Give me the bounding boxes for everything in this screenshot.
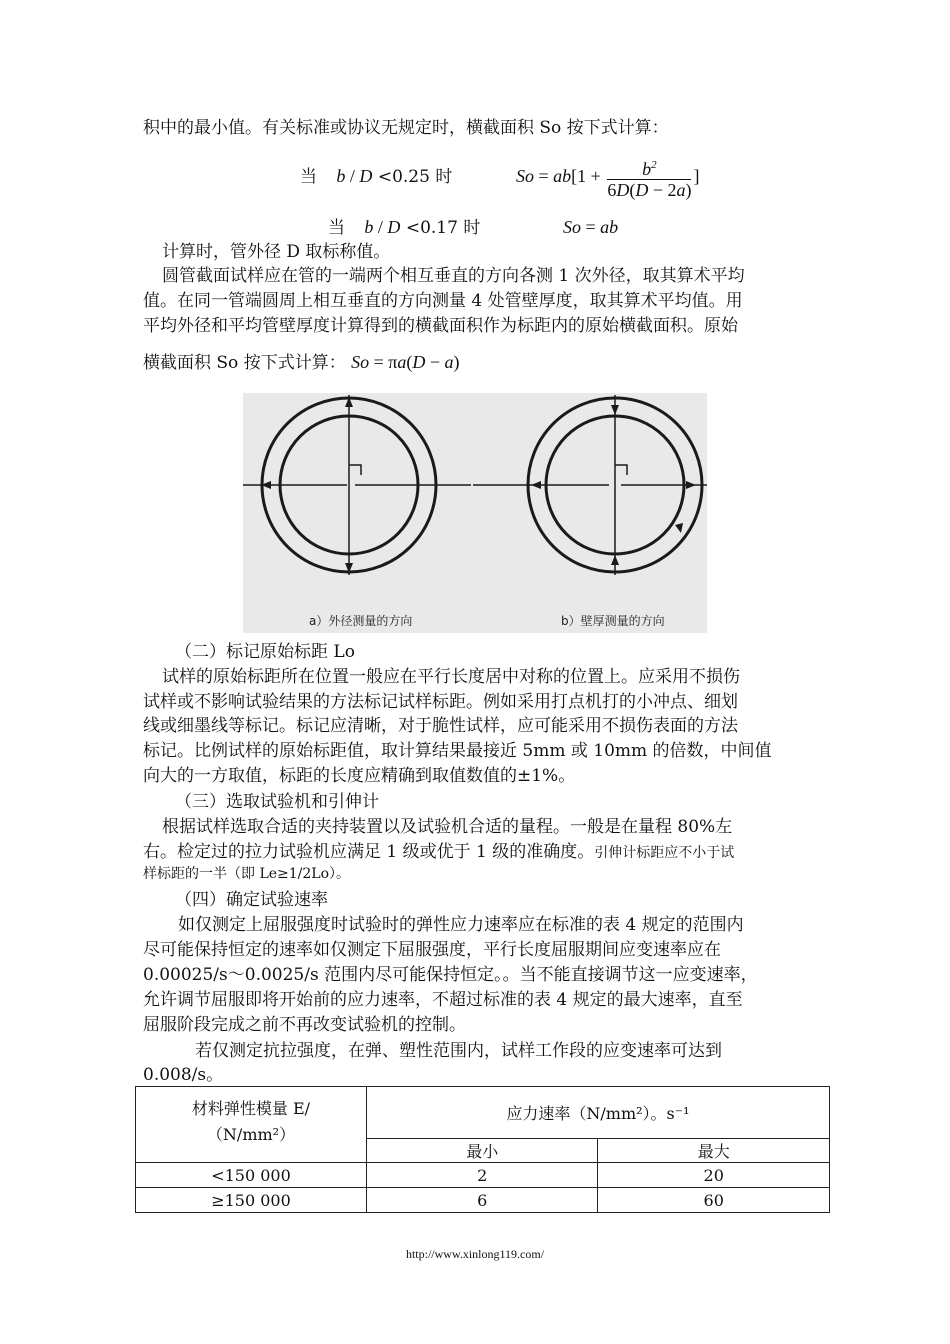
paragraph-line: 向大的一方取值，标距的长度应精确到取值数值的±1%。 <box>143 766 576 786</box>
paragraph-line: 允许调节屈服即将开始前的应力速率，不超过标准的表 4 规定的最大速率，直至 <box>143 990 743 1010</box>
paragraph-line: 平均外径和平均管壁厚度计算得到的横截面积作为标距内的原始横截面积。原始 <box>143 316 738 336</box>
figure-caption-b: b）壁厚测量的方向 <box>561 614 665 628</box>
stress-rate-table <box>135 1086 830 1213</box>
table-cell: 2 <box>367 1163 598 1188</box>
paragraph-line: 尽可能保持恒定的速率如仅测定下屈服强度，平行长度屈服期间应变速率应在 <box>143 940 721 960</box>
table-row <box>136 1163 830 1188</box>
formula-prefix: 当 <box>328 218 345 238</box>
paragraph-line: 试样或不影响试验结果的方法标记试样标距。例如采用打点机打的小冲点、细划 <box>143 692 738 712</box>
paragraph-line: 线或细墨线等标记。标记应清晰，对于脆性试样，应可能采用不损伤表面的方法 <box>143 716 738 736</box>
formula-condition: <0.17 时 <box>405 218 481 238</box>
table-cell: 60 <box>598 1188 830 1213</box>
paragraph-text: 横截面积 So 按下式计算： <box>143 353 346 373</box>
table-cell: 20 <box>598 1163 830 1188</box>
table-row <box>136 1188 830 1213</box>
table-subheader-min: 最小 <box>367 1139 598 1163</box>
paragraph-line: 0.008/s。 <box>143 1065 224 1085</box>
paragraph-line: 试样的原始标距所在位置一般应在平行长度居中对称的位置上。应采用不损伤 <box>162 667 740 687</box>
figure-caption-a: a）外径测量的方向 <box>309 614 413 628</box>
table-cell: ≥150 000 <box>136 1188 367 1213</box>
paragraph-line: 若仅测定抗拉强度，在弹、塑性范围内，试样工作段的应变速率可达到 <box>195 1041 722 1061</box>
formula-2-expression: So = ab <box>563 217 619 237</box>
table-header-modulus <box>136 1087 367 1163</box>
section-heading: （四）确定试验速率 <box>175 890 328 910</box>
paragraph-line: 0.00025/s～0.0025/s 范围内尽可能保持恒定。。当不能直接调节这一应变速率， <box>143 965 758 985</box>
paragraph-line: 横截面积 So 按下式计算： So = πa(D − a) <box>143 352 460 373</box>
formula-2: 当 b / D <0.17 时 <box>328 217 481 238</box>
section-heading: （二）标记原始标距 Lo <box>175 642 355 662</box>
paragraph-line: 屈服阶段完成之前不再改变试验机的控制。 <box>143 1015 466 1035</box>
footer-url: http://www.xinlong119.com/ <box>405 1247 545 1261</box>
table-cell: 6 <box>367 1188 598 1213</box>
paragraph-line: 样标距的一半（即 Le≥1/2Lo）。 <box>143 866 351 882</box>
formula-1: 当 b / D <0.25 时 <box>300 166 453 187</box>
pipe-cross-section-diagram <box>243 393 707 633</box>
paragraph-line: 计算时，管外径 D 取标称值。 <box>162 242 391 262</box>
formula-1-expression: So = ab[1 + $\frac{b^2}{6D(D - 2a)}$ ] <box>516 154 699 200</box>
table-header-stress-rate: 应力速率（N/mm²）。s⁻¹ <box>367 1087 830 1139</box>
paragraph-line: 积中的最小值。有关标准或协议无规定时，横截面积 So 按下式计算： <box>143 118 669 138</box>
paragraph-line: 值。在同一管端圆周上相互垂直的方向测量 4 处管壁厚度，取其算术平均值。用 <box>143 291 743 311</box>
table-header-text: （N/mm²） <box>206 1124 296 1144</box>
formula-prefix: 当 <box>300 167 317 187</box>
measurement-figure <box>243 393 707 633</box>
paragraph-text-small: 引伸计标距应不小于试 <box>594 845 735 861</box>
table-subheader-max: 最大 <box>598 1139 830 1163</box>
table-header-text: 材料弹性模量 E/ <box>191 1098 311 1118</box>
paragraph-text: 右。检定过的拉力试验机应满足 1 级或优于 1 级的准确度。 <box>143 842 595 862</box>
paragraph-line: 标记。比例试样的原始标距值，取计算结果最接近 5mm 或 10mm 的倍数，中间值 <box>143 741 772 761</box>
section-heading: （三）选取试验机和引伸计 <box>175 792 379 812</box>
paragraph-line: 圆管截面试样应在管的一端两个相互垂直的方向各测 1 次外径，取其算术平均 <box>162 266 745 286</box>
formula-condition: <0.25 时 <box>377 167 453 187</box>
paragraph-line: 根据试样选取合适的夹持装置以及试验机合适的量程。一般是在量程 80%左 <box>162 817 733 837</box>
paragraph-line: 如仅测定上屈服强度时试验时的弹性应力速率应在标准的表 4 规定的范围内 <box>178 915 744 935</box>
table-cell: <150 000 <box>136 1163 367 1188</box>
